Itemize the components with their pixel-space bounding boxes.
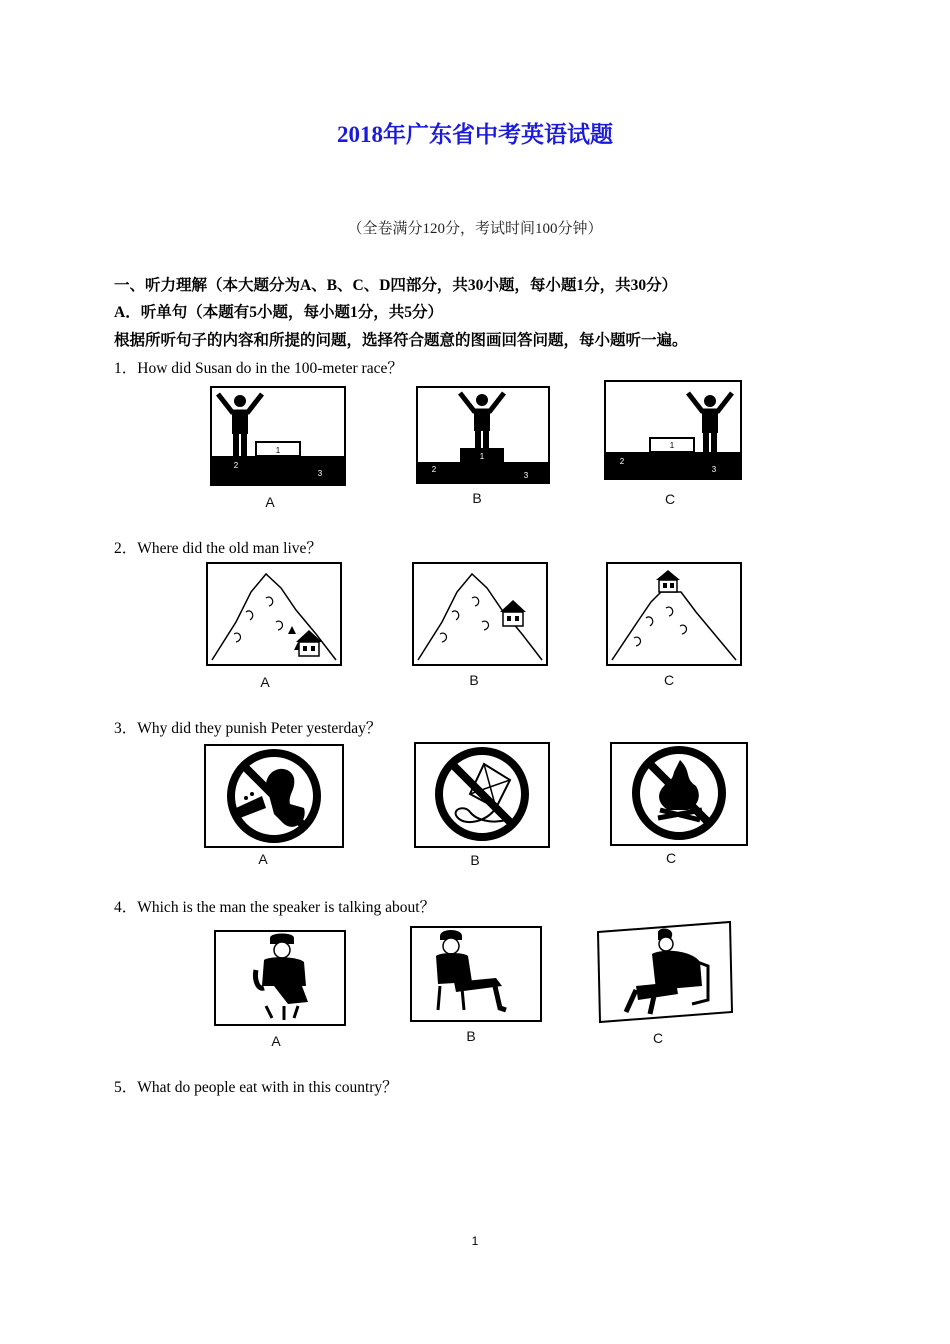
q4-option-b-label: B: [466, 1028, 476, 1044]
svg-text:1: 1: [479, 452, 485, 461]
q4-option-c-image[interactable]: [596, 920, 734, 1024]
no-fire-icon: [610, 742, 748, 846]
mountain-icon: [206, 562, 342, 666]
q3-option-a-label: A: [258, 851, 268, 867]
exam-info: （全卷满分120分，考试时间100分钟）: [347, 221, 603, 237]
q2-option-c-label: C: [663, 672, 675, 688]
question-2-text: 2．Where did the old man live？: [114, 540, 322, 557]
podium-icon: [416, 386, 550, 484]
q3-option-b-image[interactable]: [414, 742, 550, 848]
question-4-text: 4．Which is the man the speaker is talking about？: [114, 899, 436, 916]
part-a-heading: A．听单句（本题有5小题，每小题1分，共5分）: [114, 304, 443, 321]
q4-option-a-label: A: [271, 1033, 281, 1049]
svg-text:3: 3: [711, 465, 717, 474]
q3-option-b-label: B: [470, 852, 480, 868]
q1-option-a-label: A: [265, 494, 275, 510]
section-heading: 一、听力理解（本大题分为A、B、C、D四部分，共30小题，每小题1分，共30分）: [114, 277, 678, 294]
svg-text:1: 1: [275, 446, 281, 455]
podium-icon: [604, 380, 742, 480]
page-title: 2018年广东省中考英语试题: [337, 122, 613, 147]
svg-text:3: 3: [317, 469, 323, 478]
q2-option-c-image[interactable]: [606, 562, 742, 666]
svg-text:2: 2: [233, 461, 239, 470]
question-1-text: 1．How did Susan do in the 100-meter race？: [114, 360, 403, 377]
seated-man-icon: [410, 926, 542, 1022]
mountain-icon: [606, 562, 742, 666]
q2-option-a-label: A: [260, 674, 270, 690]
q4-option-a-image[interactable]: [214, 930, 346, 1026]
svg-text:2: 2: [619, 457, 625, 466]
q1-option-b-label: B: [472, 490, 482, 506]
no-kite-flying-icon: [414, 742, 550, 848]
q1-option-a-image[interactable]: [210, 386, 346, 486]
q3-option-c-label: C: [665, 850, 677, 866]
question-5-text: 5．What do people eat with in this country？: [114, 1079, 398, 1096]
q2-option-b-image[interactable]: [412, 562, 548, 666]
seated-man-icon: [214, 930, 346, 1026]
q1-option-c-label: C: [664, 491, 676, 507]
mountain-icon: [412, 562, 548, 666]
page-number: 1: [471, 1234, 479, 1248]
q1-option-c-image[interactable]: [604, 380, 742, 480]
svg-text:3: 3: [523, 471, 529, 480]
part-a-instructions: 根据所听句子的内容和所提的问题，选择符合题意的图画回答问题，每小题听一遍。: [114, 332, 688, 349]
question-3-text: 3．Why did they punish Peter yesterday？: [114, 720, 382, 737]
svg-text:2: 2: [431, 465, 437, 474]
seated-man-icon: [596, 920, 734, 1024]
q1-option-b-image[interactable]: [416, 386, 550, 484]
q4-option-c-label: C: [652, 1030, 664, 1046]
q4-option-b-image[interactable]: [410, 926, 542, 1022]
q2-option-a-image[interactable]: [206, 562, 342, 666]
q2-option-b-label: B: [469, 672, 479, 688]
q3-option-c-image[interactable]: [610, 742, 748, 846]
podium-icon: [210, 386, 346, 486]
no-feeding-animals-icon: [204, 744, 344, 848]
q3-option-a-image[interactable]: [204, 744, 344, 848]
svg-text:1: 1: [669, 441, 675, 450]
